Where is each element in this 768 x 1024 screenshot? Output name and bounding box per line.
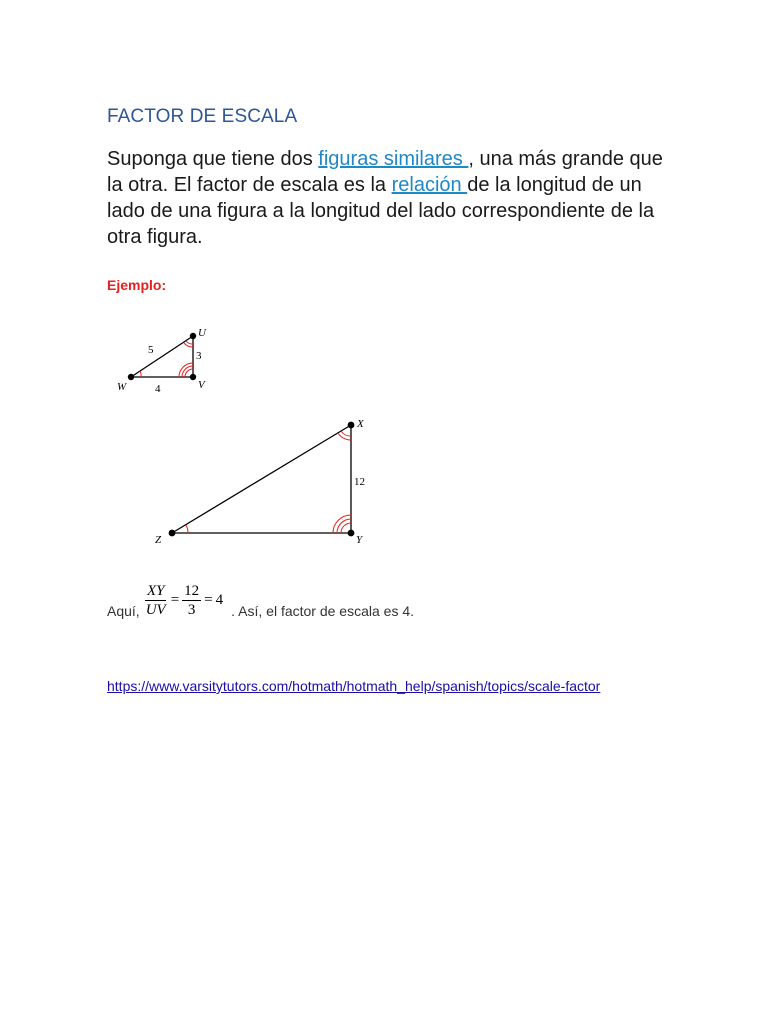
label-side-5: 5 [148, 344, 154, 356]
intro-paragraph [107, 146, 667, 250]
vertex-u-dot [190, 333, 196, 339]
vertex-x-dot [348, 422, 355, 429]
angle-mark-z [186, 525, 188, 533]
label-w: W [117, 381, 127, 393]
label-side-4: 4 [155, 383, 161, 395]
link-relacion[interactable]: relación [391, 174, 468, 196]
vertex-w-dot [128, 374, 134, 380]
label-u: U [198, 327, 206, 339]
formula-result: 4 [215, 592, 224, 608]
label-z: Z [155, 534, 162, 546]
formula-row [107, 582, 414, 619]
angle-mark-u-1 [186, 341, 193, 344]
intro-text-1: Suponga que tiene dos [107, 148, 319, 170]
intro-text-3: de la longitud de un lado de una figura a la longitud del lado correspondiente de la otra figura. [107, 174, 655, 248]
angle-mark-x-1 [341, 431, 351, 436]
page-heading: FACTOR DE ESCALA [107, 106, 298, 127]
fraction-denominator-uv: UV [145, 602, 166, 618]
small-triangle-diagram [112, 322, 222, 398]
label-side-3: 3 [196, 350, 202, 362]
fraction-12-3 [182, 582, 201, 619]
source-link[interactable]: https://www.varsitytutors.com/hotmath/hotmath_help/spanish/topics/scale-factor [107, 678, 601, 694]
formula-expression [144, 582, 223, 619]
example-label: Ejemplo: [107, 277, 167, 293]
label-v: V [198, 379, 205, 391]
vertex-y-dot [348, 530, 355, 537]
intro-text-2: , una más grande que la otra. El factor de escala es la [107, 148, 663, 196]
formula-conclusion: . Así, el factor de escala es 4. [231, 602, 415, 619]
equals-sign-2: = [204, 592, 213, 608]
formula-prefix: Aquí, [107, 602, 140, 619]
fraction-numerator-12: 12 [184, 583, 200, 599]
side-zx [172, 425, 351, 533]
fraction-xy-uv [144, 582, 168, 619]
large-triangle-diagram [150, 412, 390, 552]
angle-mark-y-3 [333, 515, 351, 533]
fraction-denominator-3: 3 [187, 602, 196, 618]
vertex-v-dot [190, 374, 196, 380]
equals-sign: = [170, 592, 180, 608]
vertex-z-dot [169, 530, 176, 537]
link-figuras-similares[interactable]: figuras similares [318, 148, 469, 170]
label-x: X [357, 418, 364, 430]
fraction-numerator-xy: XY [146, 583, 165, 599]
label-side-12: 12 [354, 476, 365, 488]
label-y: Y [356, 534, 363, 546]
angle-mark-w [140, 371, 141, 377]
